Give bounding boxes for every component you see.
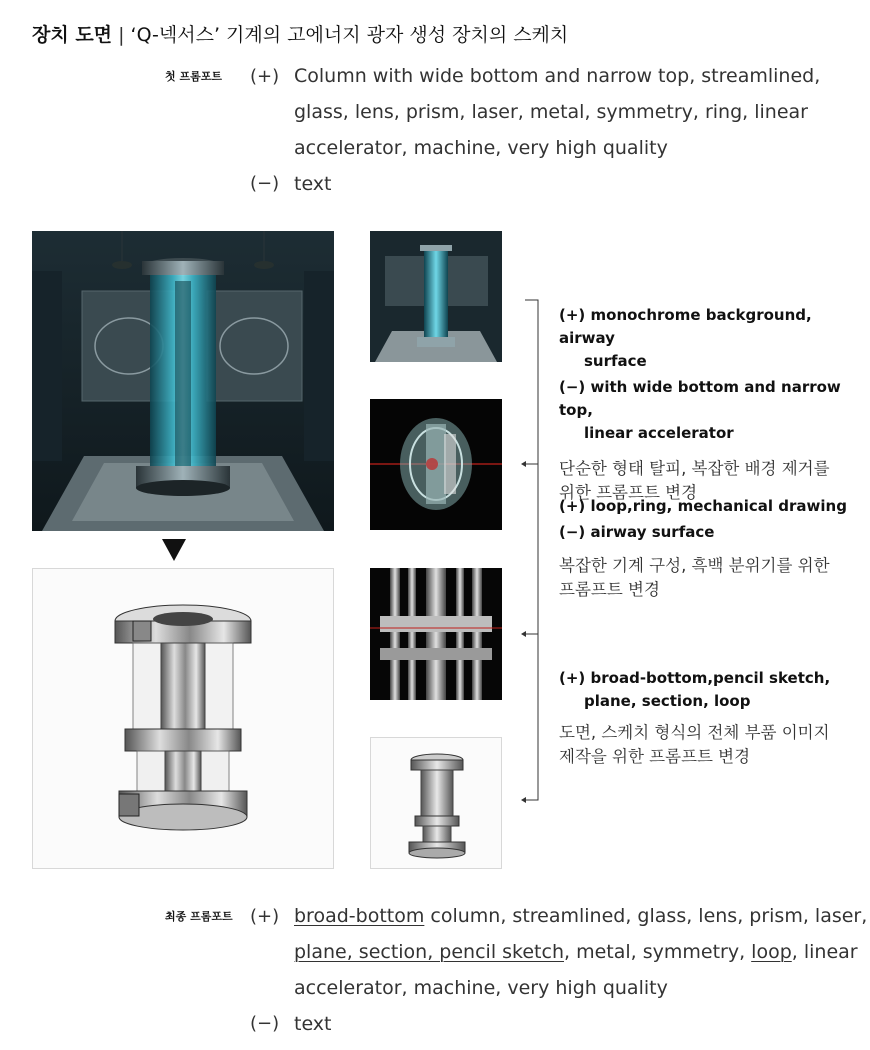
annotation-3-note <box>559 721 859 769</box>
annotation-3 <box>559 667 859 769</box>
first-prompt-label: 첫 프롬포트 <box>165 70 222 83</box>
annotation-3-note-line: 도면, 스케치 형식의 전체 부품 이미지 <box>559 723 830 742</box>
variant-render-1 <box>370 231 502 362</box>
annotation-1-positive <box>559 304 859 373</box>
page-title <box>32 20 568 47</box>
final-negative-text: text <box>294 1013 332 1035</box>
final-line-text: column, streamlined, glass, lens, prism, laser, <box>424 905 868 927</box>
final-positive-line <box>294 934 867 970</box>
first-positive-line: Column with wide bottom and narrow top, streamlined, <box>294 65 821 87</box>
annotation-2-positive <box>559 495 859 518</box>
underlined-term: plane, section, pencil sketch <box>294 941 564 963</box>
annotation-2-neg-line: airway surface <box>590 523 715 541</box>
annotation-2-note-line: 프롬프트 변경 <box>559 580 660 599</box>
first-negative-text: text <box>294 173 332 195</box>
first-positive-text <box>294 58 820 166</box>
annotation-1 <box>559 304 859 505</box>
annotation-2-negative <box>559 521 859 544</box>
annotation-3-pos-line: plane, section, loop <box>584 692 751 710</box>
annotation-1-note-line: 위한 프롬프트 변경 <box>559 483 698 502</box>
final-prompt-label: 최종 프롬포트 <box>165 910 233 923</box>
title-bold: 장치 도면 <box>32 24 113 46</box>
annotation-3-pos-line: broad-bottom,pencil sketch, <box>590 669 831 687</box>
annotation-2-note-line: 복잡한 기계 구성, 흑백 분위기를 위한 <box>559 556 830 575</box>
first-negative-sign: (−) <box>250 173 280 194</box>
final-positive-sign: (+) <box>250 906 280 927</box>
annotation-1-neg-sign: (−) <box>559 378 586 396</box>
annotation-2-pos-sign: (+) <box>559 497 586 515</box>
first-positive-line: glass, lens, prism, laser, metal, symmetry, ring, linear <box>294 101 808 123</box>
first-positive-sign: (+) <box>250 66 280 87</box>
annotation-1-pos-line: monochrome background, airway <box>559 306 812 347</box>
title-rest: ‘Q-넥서스’ 기계의 고에너지 광자 생성 장치의 스케치 <box>130 24 569 46</box>
final-positive-line: accelerator, machine, very high quality <box>294 977 668 999</box>
annotation-1-pos-sign: (+) <box>559 306 586 324</box>
annotation-2-note <box>559 554 859 602</box>
bracket-arrow-icon <box>515 298 545 808</box>
variant-render-3 <box>370 568 502 700</box>
final-negative-sign: (−) <box>250 1013 280 1034</box>
final-line-text: , linear <box>791 941 858 963</box>
underlined-term: broad-bottom <box>294 905 425 927</box>
underlined-term: loop <box>751 941 792 963</box>
annotation-3-pos-sign: (+) <box>559 669 586 687</box>
annotation-3-positive <box>559 667 859 713</box>
annotation-1-negative <box>559 376 859 445</box>
annotation-1-note-line: 단순한 형태 탈피, 복잡한 배경 제거를 <box>559 459 830 478</box>
arrow-down-triangle-icon <box>162 539 186 561</box>
final-positive-line <box>294 898 867 934</box>
title-separator: | <box>118 24 125 46</box>
initial-render-image <box>32 231 334 531</box>
final-line-text: , metal, symmetry, <box>564 941 752 963</box>
variant-render-2 <box>370 399 502 530</box>
annotation-1-pos-line: surface <box>584 352 647 370</box>
final-positive-text <box>294 898 867 1006</box>
annotation-2 <box>559 495 859 602</box>
annotation-1-neg-line: with wide bottom and narrow top, <box>559 378 841 419</box>
variant-render-4 <box>370 737 502 869</box>
annotation-3-note-line: 제작을 위한 프롬프트 변경 <box>559 747 751 766</box>
final-sketch-image <box>32 568 334 869</box>
annotation-2-neg-sign: (−) <box>559 523 586 541</box>
annotation-1-neg-line: linear accelerator <box>584 424 734 442</box>
first-positive-line: accelerator, machine, very high quality <box>294 137 668 159</box>
annotation-2-pos-line: loop,ring, mechanical drawing <box>590 497 847 515</box>
